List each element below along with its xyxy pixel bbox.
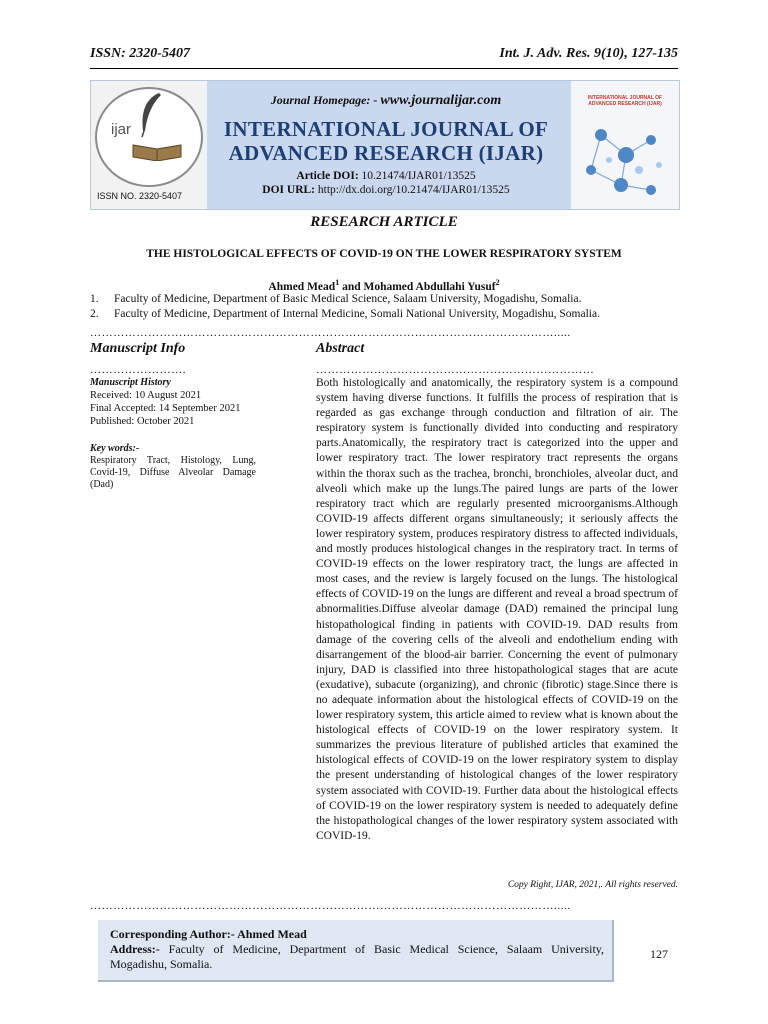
separator-top: …………………………………………………………………………………………………………..... <box>90 327 571 339</box>
affiliation-1 <box>90 293 678 305</box>
abstract-heading: Abstract <box>316 341 365 356</box>
doi-url-label: DOI URL: <box>262 184 316 196</box>
journal-title <box>209 117 563 165</box>
keywords-list: Respiratory Tract, Histology, Lung, Covid-19, Diffuse Alveolar Damage (Dad) <box>90 455 256 490</box>
affiliation-number: 1. <box>90 293 99 305</box>
published-date: Published: October 2021 <box>90 416 195 427</box>
journal-title-line2: ADVANCED RESEARCH (IJAR) <box>228 141 544 165</box>
article-title: THE HISTOLOGICAL EFFECTS OF COVID-19 ON THE LOWER RESPIRATORY SYSTEM <box>146 248 622 260</box>
affiliation-number: 2. <box>90 308 99 320</box>
journal-logo <box>91 81 207 209</box>
address-text: Faculty of Medicine, Department of Basic Medical Science, Salaam University, Mogadishu, Somalia. <box>110 942 604 971</box>
manuscript-history-title: Manuscript History <box>90 377 171 388</box>
affiliation-text: Faculty of Medicine, Department of Internal Medicine, Somali National University, Mogadishu, Somalia. <box>114 308 600 320</box>
author-2-affil-mark: 2 <box>495 278 500 287</box>
homepage-label: Journal Homepage: - <box>270 93 381 107</box>
molecule-icon <box>581 115 671 205</box>
article-doi-label: Article DOI: <box>296 170 359 182</box>
received-date: Received: 10 August 2021 <box>90 390 202 401</box>
doi-url-link[interactable]: http://dx.doi.org/10.21474/IJAR01/13525 <box>317 184 510 196</box>
manuscript-info-heading: Manuscript Info <box>90 341 186 356</box>
doi-block <box>209 169 563 197</box>
abstract-text: Both histologically and anatomically, the respiratory system is a compound system having diverse functions. It fulfills the process of respiration that is regarded as gas exchange through conduction and filtration of air. The respiratory system is functionally divided into conducting and respiratory parts.Anatomically, the respiratory tract is categorized into the upper and lower respiratory tract. The lower respiratory tract represents the organs within the thorax such as the trachea, bronchi, bronchioles, alveolar duct, and alveoli which make up the lungs.The paired lungs are parts of the lower respiratory tract which are regularly presented microorganisms.Although COVID-19 affects different organs simultaneously; it seriously affects the lower respiratory system, produces respiratory distress to affected individuals, and mostly produces histological changes in the respiratory tract. In terms of COVID-19 effects on the lower respiratory tract, the lungs are affected in most cases, and the review is largely focused on the lungs. The histological effects of COVID-19 on the lungs are different and reveal a broad spectrum of abnormalities.Diffuse alveolar damage (DAD) remained the principal lung histopathological finding in patients with COVID-19. DAD results from damage of the covering cells of the alveoli and endothelium ending with disarrangement of the blood-air barrier. Concerning the event of pulmonary injury, DAD is classified into three histopathological stages that are acute (exudative), subacute (organizing), and chronic (fibrotic) stage.Since there is no adequate information about the histological effects of COVID-19 on the lower respiratory system, this article aimed to review what is known about the histological effects of COVID-19 on the lower respiratory system. It summarizes the previous literature of published articles that examined the histological effects of COVID-19 on the lower respiratory system to display the present understanding of histological changes of the lower respiratory system associated with COVID-19. Further data about the histological effects of COVID-19 on the lower respiratory system is needed to adequately define the histopathological changes of the lower respiratory system associated with COVID-19. <box>316 377 678 842</box>
author-2: and Mohamed Abdullahi Yusuf <box>339 280 496 293</box>
journal-title-line1: INTERNATIONAL JOURNAL OF <box>223 117 549 141</box>
author-1: Ahmed Mead <box>268 280 336 293</box>
journal-banner <box>90 80 680 210</box>
book-icon <box>131 139 183 161</box>
copyright-notice: Copy Right, IJAR, 2021,. All rights reserved. <box>507 880 678 890</box>
cover-title: INTERNATIONAL JOURNAL OF ADVANCED RESEARCH (IJAR) <box>587 95 663 107</box>
keywords-title: Key words:- <box>90 443 140 454</box>
author-1-affil-mark: 1 <box>335 278 340 287</box>
author-address <box>110 942 604 972</box>
homepage-link[interactable]: www.journalijar.com <box>380 93 502 108</box>
journal-cover-image <box>571 81 679 209</box>
corresponding-author-box <box>98 920 614 982</box>
accepted-date: Final Accepted: 14 September 2021 <box>90 403 241 414</box>
header-issn: ISSN: 2320-5407 <box>90 46 190 61</box>
separator-right: ……………………………………………………………… <box>316 364 595 376</box>
header-citation: Int. J. Adv. Res. 9(10), 127-135 <box>499 46 678 61</box>
article-doi: 10.21474/IJAR01/13525 <box>361 170 476 182</box>
quill-icon <box>135 91 165 139</box>
affiliation-text: Faculty of Medicine, Department of Basic Medical Science, Salaam University, Mogadishu, Somalia. <box>114 293 582 305</box>
corresponding-author: Corresponding Author:- Ahmed Mead <box>110 927 307 941</box>
separator-left: ……………………. <box>90 364 187 376</box>
authors-line <box>90 278 678 293</box>
section-label: RESEARCH ARTICLE <box>310 214 458 230</box>
affiliation-2 <box>90 308 678 320</box>
separator-bottom: …………………………………………………………………………………………………………..... <box>90 900 571 912</box>
journal-homepage <box>211 93 561 109</box>
running-header <box>90 44 678 69</box>
page-number: 127 <box>650 947 668 961</box>
address-label: Address:- <box>110 942 160 956</box>
logo-issn: ISSN NO. 2320-5407 <box>97 191 183 201</box>
logo-text: ijar <box>111 121 132 138</box>
